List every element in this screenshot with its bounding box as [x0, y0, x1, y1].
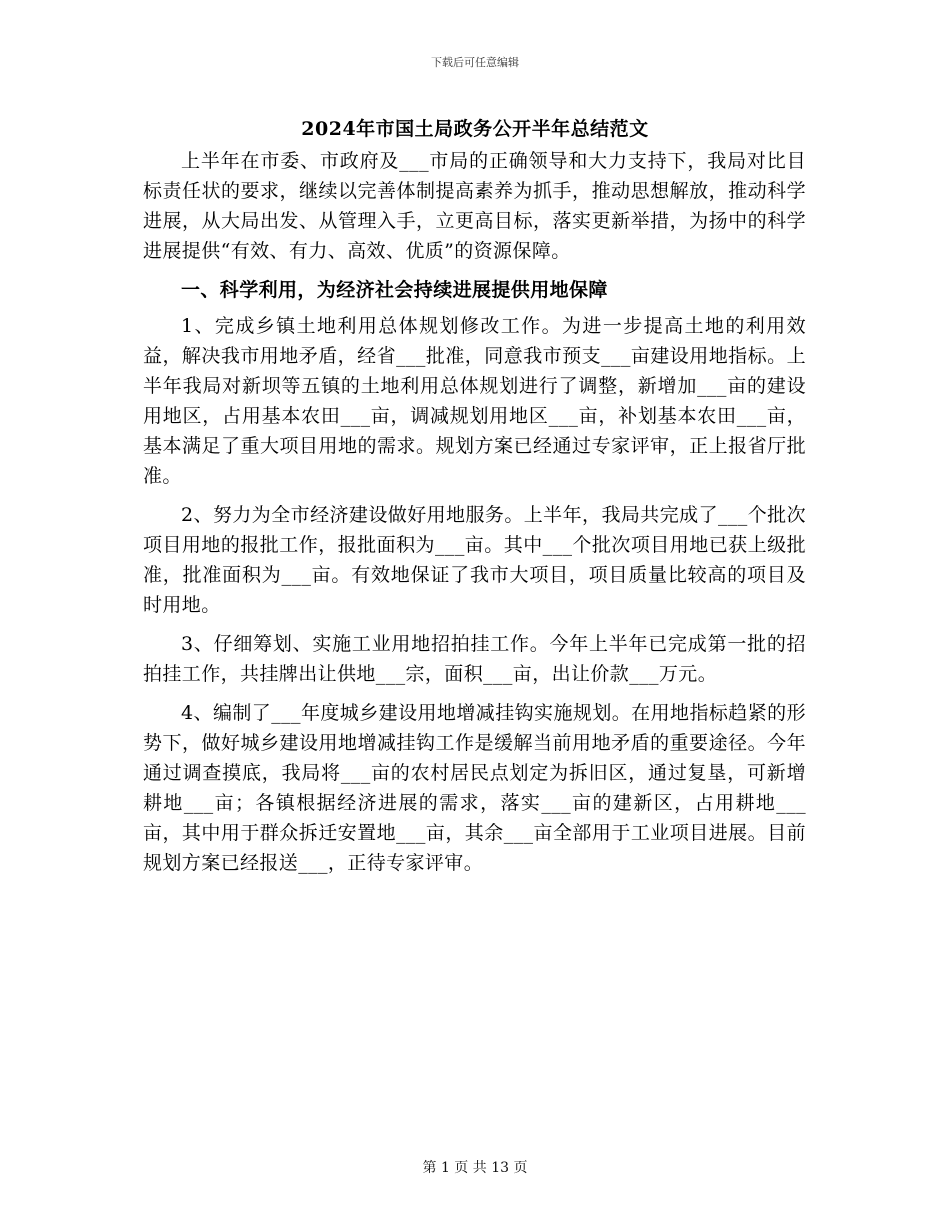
- body-paragraph-3: 3、仔细筹划、实施工业用地招拍挂工作。今年上半年已完成第一批的招拍挂工作，共挂牌出让供地___宗，面积___亩，出让价款___万元。: [143, 633, 806, 685]
- page-header-note: 下载后可任意编辑: [431, 56, 519, 69]
- document-title: 2024年市国土局政务公开半年总结范文: [301, 118, 649, 140]
- page-number-footer: 第 1 页 共 13 页: [422, 1160, 528, 1176]
- body-paragraph-1: 1、完成乡镇土地利用总体规划修改工作。为进一步提高土地的利用效益，解决我市用地矛盾，经省___批准，同意我市预支___亩建设用地指标。上半年我局对新坝等五镇的土地利用总体规划进行了调整，新增加___亩的建设用地区，占用基本农田___亩，调减规划用地区___亩，补划基本农田___亩，基本满足了重大项目用地的需求。规划方案已经通过专家评审，正上报省厅批准。: [143, 315, 806, 487]
- intro-paragraph: 上半年在市委、市政府及___市局的正确领导和大力支持下，我局对比目标责任状的要求，继续以完善体制提高素养为抓手，推动思想解放，推动科学进展，从大局出发、从管理入手，立更高目标，落实更新举措，为扬中的科学进展提供“有效、有力、高效、优质”的资源保障。: [143, 150, 806, 262]
- section-heading: 一、科学利用，为经济社会持续进展提供用地保障: [181, 279, 608, 301]
- body-paragraph-2: 2、努力为全市经济建设做好用地服务。上半年，我局共完成了___个批次项目用地的报批工作，报批面积为___亩。其中___个批次项目用地已获上级批准，批准面积为___亩。有效地保证了我市大项目，项目质量比较高的项目及时用地。: [143, 504, 806, 616]
- document-body: [143, 146, 806, 887]
- body-paragraph-4: 4、编制了___年度城乡建设用地增减挂钩实施规划。在用地指标趋紧的形势下，做好城乡建设用地增减挂钩工作是缓解当前用地矛盾的重要途径。今年通过调查摸底，我局将___亩的农村居民点划定为拆旧区，通过复垦，可新增耕地___亩；各镇根据经济进展的需求，落实___亩的建新区，占用耕地___亩，其中用于群众拆迁安置地___亩，其余___亩全部用于工业项目进展。目前规划方案已经报送___，正待专家评审。: [143, 702, 806, 874]
